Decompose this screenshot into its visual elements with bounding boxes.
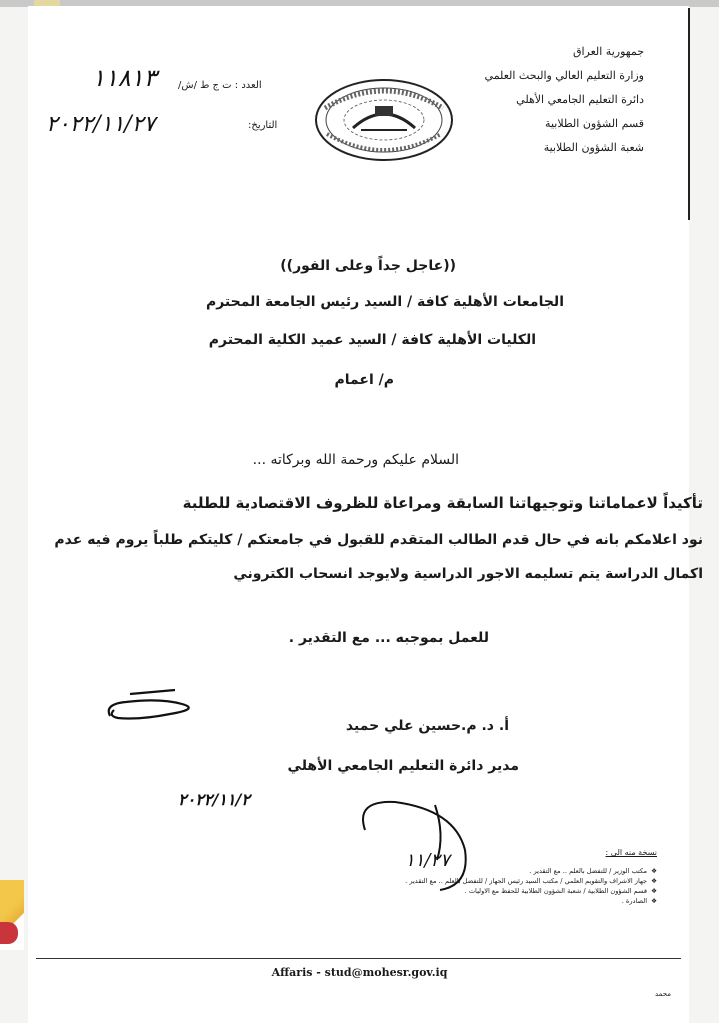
copies-list	[277, 866, 657, 906]
signatory-title: مدير دائرة التعليم الجامعي الأهلي	[287, 758, 519, 774]
typist-initials: محمد	[655, 990, 671, 998]
addressee-universities: الجامعات الأهلية كافة / السيد رئيس الجامعة المحترم	[205, 294, 564, 310]
handwritten-note: ١١/٢٧	[405, 850, 450, 871]
corner-accent-red	[0, 922, 18, 944]
ministry-header	[485, 40, 644, 160]
signatory-name: أ. د. م.حسين علي حميد	[345, 718, 509, 734]
ministry-line-directorate: دائرة التعليم الجامعي الأهلي	[516, 93, 644, 106]
footer-email: Affaris - stud@mohesr.gov.iq	[271, 966, 448, 979]
signature-date: ٢٠٢٢/١١/٢	[178, 790, 250, 809]
footer-divider	[36, 958, 681, 959]
copies-title: نسخة منه الى :	[605, 848, 657, 857]
ministry-seal-logo	[313, 78, 455, 162]
addressee-colleges: الكليات الأهلية كافة / السيد عميد الكلية المحترم	[208, 332, 536, 348]
copy-item: ❖قسم الشؤون الطلابية / شعبة الشؤون الطلابية للحفظ مع الاوليات .	[464, 887, 657, 895]
paragraph-line-3: اكمال الدراسة يتم تسليمه الاجور الدراسية ولايوجد انسحاب الكتروني	[233, 566, 703, 582]
copy-item: ❖جهاز الاشراف والتقويم العلمي / مكتب السيد رئيس الجهاز / للتفضل بالعلم .. مع التقدير .	[405, 877, 657, 885]
urgent-notice: ((عاجل جداً وعلى الفور))	[280, 258, 456, 274]
ministry-line-ministry: وزارة التعليم العالي والبحث العلمي	[484, 69, 644, 82]
closing-line: للعمل بموجبه ... مع التقدير .	[288, 630, 489, 646]
reference-label: العدد : ت ج ط /ش/	[178, 80, 262, 91]
subject-line: م/ اعمام	[334, 372, 394, 388]
greeting: السلام عليكم ورحمة الله وبركاته ...	[252, 452, 459, 468]
copy-item: ❖مكتب الوزير / للتفضل بالعلم .. مع التقدير .	[529, 867, 657, 875]
paragraph-line-2: نود اعلامكم بانه في حال قدم الطالب المتقدم للقبول في جامعتكم / كليتكم طلباً يروم فيه عدم	[54, 532, 703, 548]
copy-item: ❖الصادرة .	[621, 897, 657, 905]
ministry-line-country: جمهورية العراق	[572, 45, 644, 58]
paragraph-line-1: تأكيداً لاعماماتنا وتوجيهاتنا السابقة ومراعاة للظروف الاقتصادية للطلبة	[182, 494, 703, 512]
reference-number: ١١٨١٣	[92, 64, 157, 92]
header-divider	[688, 8, 690, 220]
date-handwritten: ٢٠٢٢/١١/٢٧	[46, 112, 156, 137]
handwritten-signature	[100, 682, 250, 728]
date-label: التاريخ:	[248, 120, 278, 131]
ministry-line-section: شعبة الشؤون الطلابية	[543, 141, 644, 154]
ministry-line-department: قسم الشؤون الطلابية	[545, 117, 644, 130]
